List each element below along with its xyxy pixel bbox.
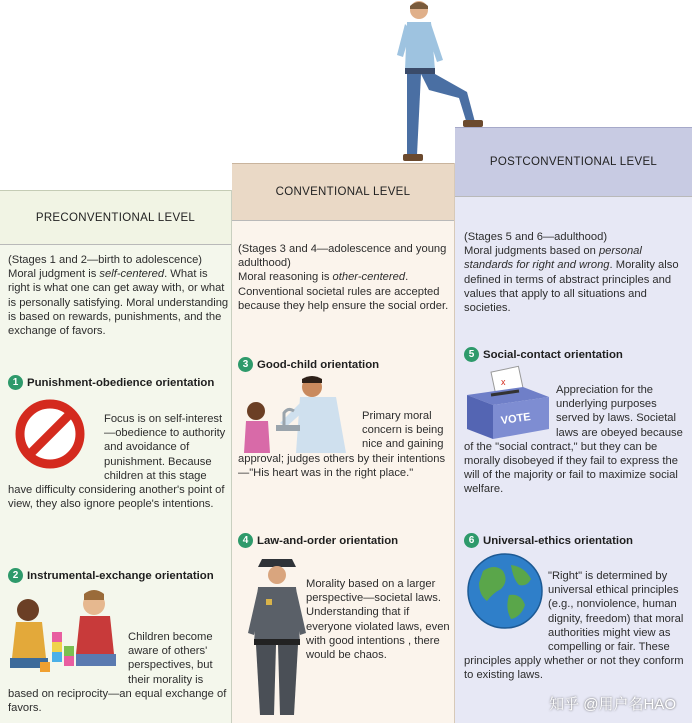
stage-3-heading: [238, 357, 379, 372]
stage-2-heading: [8, 568, 214, 583]
preconventional-intro-rest: . What is right is what one can get away with, or what is personally satisfying. Moral understanding is based on rewards, punishments, and the exchange of favors.: [8, 268, 229, 338]
stage-3-text-block: [238, 409, 452, 480]
preconventional-intro: [8, 253, 230, 338]
postconventional-intro-rest: . Morality also defined in terms of abstract principles and values that apply to all situations and societies.: [464, 259, 679, 315]
postconventional-intro-emphasis: personal standards for right and wrong: [464, 245, 642, 272]
stage-4-heading: [238, 533, 398, 548]
postconventional-level-header: POSTCONVENTIONAL LEVEL: [455, 127, 692, 197]
stage-6-description: "Right" is determined by universal ethical principles (e.g., nonviolence, human dignity, freedom) that moral authorities might view as compelling or fair. These principles apply whether or not they conform to existing laws.: [464, 570, 684, 682]
conventional-intro-emphasis: other-centered: [332, 271, 406, 284]
stage-5-number: 5: [464, 347, 479, 362]
conventional-intro: [238, 242, 452, 313]
watermark: 知乎 @用户名HAO: [549, 696, 676, 713]
postconventional-stages-range: (Stages 5 and 6—adulthood): [464, 231, 608, 243]
ballot-box-label: VOTE: [500, 411, 532, 428]
stage-1-number: 1: [8, 375, 23, 390]
stage-2-number: 2: [8, 568, 23, 583]
stage-5-description: Appreciation for the underlying purposes served by laws. Societal laws are obeyed because of the "social contract," but they can be morally disobeyed if they fail to express the will of the majority or fail to maximize social welfare.: [464, 384, 683, 496]
stage-2-title: Instrumental-exchange orientation: [27, 569, 214, 582]
postconventional-intro: [464, 230, 690, 315]
stage-5-heading: [464, 347, 623, 362]
stage-3-description: Primary moral concern is being nice and gaining approval; judges others by their intentions—"His heart was in the right place.": [238, 410, 446, 479]
conventional-intro-rest: . Conventional societal rules are accepted because they help ensure the social order.: [238, 271, 449, 312]
stage-2-description: Children become aware of others' perspectives, but their morality is based on reciprocity—an equal exchange of favors.: [8, 631, 227, 715]
stage-4-title: Law-and-order orientation: [257, 534, 399, 547]
preconventional-column: [0, 190, 232, 723]
postconventional-column: [455, 127, 692, 723]
stage-5-title: Social-contact orientation: [483, 348, 623, 361]
preconventional-stages-range: (Stages 1 and 2—birth to adolescence): [8, 254, 203, 266]
stage-3-title: Good-child orientation: [257, 358, 380, 371]
stage-1-description: Focus is on self-interest—obedience to authority and avoidance of punishment. Because children at this stage have difficulty considering another's point of view, they also ignore people's intentions.: [8, 413, 226, 511]
preconventional-intro-emphasis: self-centered: [99, 268, 165, 281]
stage-6-title: Universal-ethics orientation: [483, 534, 634, 547]
stage-6-text-block: [464, 569, 690, 683]
stage-3-number: 3: [238, 357, 253, 372]
stage-4-number: 4: [238, 533, 253, 548]
stage-1-text-block: [8, 412, 230, 511]
police-officer-illustration: [244, 553, 310, 721]
preconventional-level-header: PRECONVENTIONAL LEVEL: [0, 190, 231, 245]
conventional-level-header: CONVENTIONAL LEVEL: [232, 163, 454, 221]
svg-text:x: x: [501, 377, 506, 387]
conventional-stages-range: (Stages 3 and 4—adolescence and young adulthood): [238, 243, 447, 270]
conventional-intro-lead: Moral reasoning is: [238, 271, 333, 284]
preconventional-intro-lead: Moral judgment is: [8, 268, 100, 281]
conventional-column: [232, 163, 455, 723]
postconventional-intro-lead: Moral judgments based on: [464, 245, 599, 258]
stage-5-text-block: [464, 383, 690, 497]
stage-1-title: Punishment-obedience orientation: [27, 376, 215, 389]
stage-6-number: 6: [464, 533, 479, 548]
stage-6-heading: [464, 533, 633, 548]
stage-2-text-block: [8, 630, 230, 715]
stage-4-description: Morality based on a larger perspective—societal laws. Understanding that if everyone violated laws, even with good intentions , there would be chaos.: [306, 578, 450, 662]
stage-1-heading: [8, 375, 214, 390]
